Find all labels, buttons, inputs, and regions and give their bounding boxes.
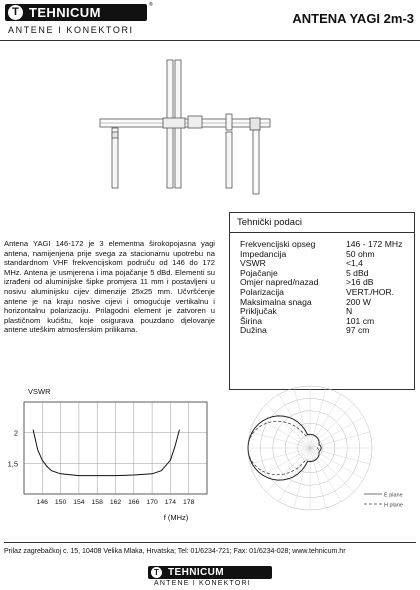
footer-logo <box>148 566 272 588</box>
spec-value: 146 - 172 MHz <box>346 239 403 249</box>
spec-value: 200 W <box>346 296 371 307</box>
spec-value: >16 dB <box>346 277 374 288</box>
footer-logo-badge-icon: T <box>151 567 162 578</box>
x-tick-label: 178 <box>183 499 195 506</box>
footer-brand-tagline: ANTENE I KONEKTORI <box>154 580 251 587</box>
spec-label: VSWR <box>240 258 266 269</box>
x-tick-label: 170 <box>146 499 158 506</box>
x-tick-label: 166 <box>128 499 140 506</box>
spec-row <box>240 307 402 317</box>
page-title: ANTENA YAGI 2m-3 <box>292 11 414 26</box>
spec-value: N <box>346 306 353 317</box>
x-tick-label: 150 <box>54 499 67 506</box>
y-tick-label: 1,5 <box>7 459 18 469</box>
spec-label: Omjer napred/nazad <box>240 277 319 288</box>
spec-value: 50 ohm <box>346 248 375 259</box>
brand-tagline: ANTENE I KONEKTORI <box>8 25 134 35</box>
logo-badge-icon: T <box>8 5 23 20</box>
footer-address: Prilaz zagrebačkoj c. 15, 10408 Velika Mlaka, Hrvatska; Tel: 01/6234-721; Fax: 01/6234-028; www.tehnicum.hr <box>4 547 346 555</box>
brand-name: TEHNICUM <box>29 5 101 20</box>
x-axis-label: f (MHz) <box>163 513 189 522</box>
legend-label: E plane <box>384 492 403 499</box>
spec-label: Polarizacija <box>240 286 284 297</box>
specs-title: Tehnički podaci <box>237 217 302 228</box>
spec-value: 97 cm <box>346 325 370 336</box>
header-divider <box>0 40 420 41</box>
spec-value: 101 cm <box>346 315 375 326</box>
x-tick-label: 146 <box>36 499 48 506</box>
spec-label: Širina <box>240 315 262 326</box>
spec-value: <1,4 <box>346 258 363 269</box>
antenna-drawing <box>90 50 290 195</box>
footer-logo-bar <box>148 566 272 579</box>
y-tick-label: 2 <box>13 428 18 438</box>
x-tick-label: 162 <box>109 499 122 506</box>
footer-brand-name: TEHNICUM <box>168 567 224 578</box>
spec-value: 5 dBd <box>346 267 369 278</box>
x-tick-label: 158 <box>91 499 103 506</box>
specs-panel <box>229 212 415 390</box>
brand-logo <box>5 2 153 44</box>
footer-divider <box>4 542 416 543</box>
specs-table <box>240 240 402 336</box>
product-description: Antena YAGI 146-172 je 3 elementna širokopojasna yagi antena, namijenjena prije svega za stacionarnu upotrebu na standardnom VHF frekvencijskom područu od 146 do 172 MHz. Antena je usmjerena i ima pojačanje 5 dBd. Elementi su izrađeni od aluminijske šipke promjera 11 mm i postavljeni u nosivu aluminijsku cijev dimenzije 25x25 mm. Učvršćenje antene je na kraju nosive cijevi i omogućuje vertikalnu i horizontalnu polarizaciju. Prilagodni element je zatvoren u plastičnom kućištu, koje osigurava pouzdano djelovanje antene uteškim atmosferskim prilikama. <box>4 239 215 335</box>
vswr-chart <box>0 380 225 530</box>
y-axis-label: VSWR <box>28 387 51 396</box>
spec-label: Maksimalna snaga <box>240 296 312 307</box>
spec-label: Dužina <box>240 325 267 336</box>
spec-label: Pojačanje <box>240 267 278 278</box>
spec-value: VERT./HOR. <box>346 286 395 297</box>
registered-mark: ® <box>149 2 153 8</box>
spec-row <box>240 326 402 336</box>
x-tick-label: 174 <box>164 499 177 506</box>
spec-label: Impedancija <box>240 248 287 259</box>
x-tick-label: 154 <box>73 499 85 506</box>
logo-bar <box>5 4 147 21</box>
vswr-series-line <box>33 430 179 476</box>
spec-label: Priključak <box>240 306 277 317</box>
legend-label: H plane <box>384 502 403 509</box>
specs-divider <box>230 232 414 233</box>
spec-label: Frekvencijski opseg <box>240 239 316 249</box>
radiation-pattern-chart <box>240 378 420 528</box>
